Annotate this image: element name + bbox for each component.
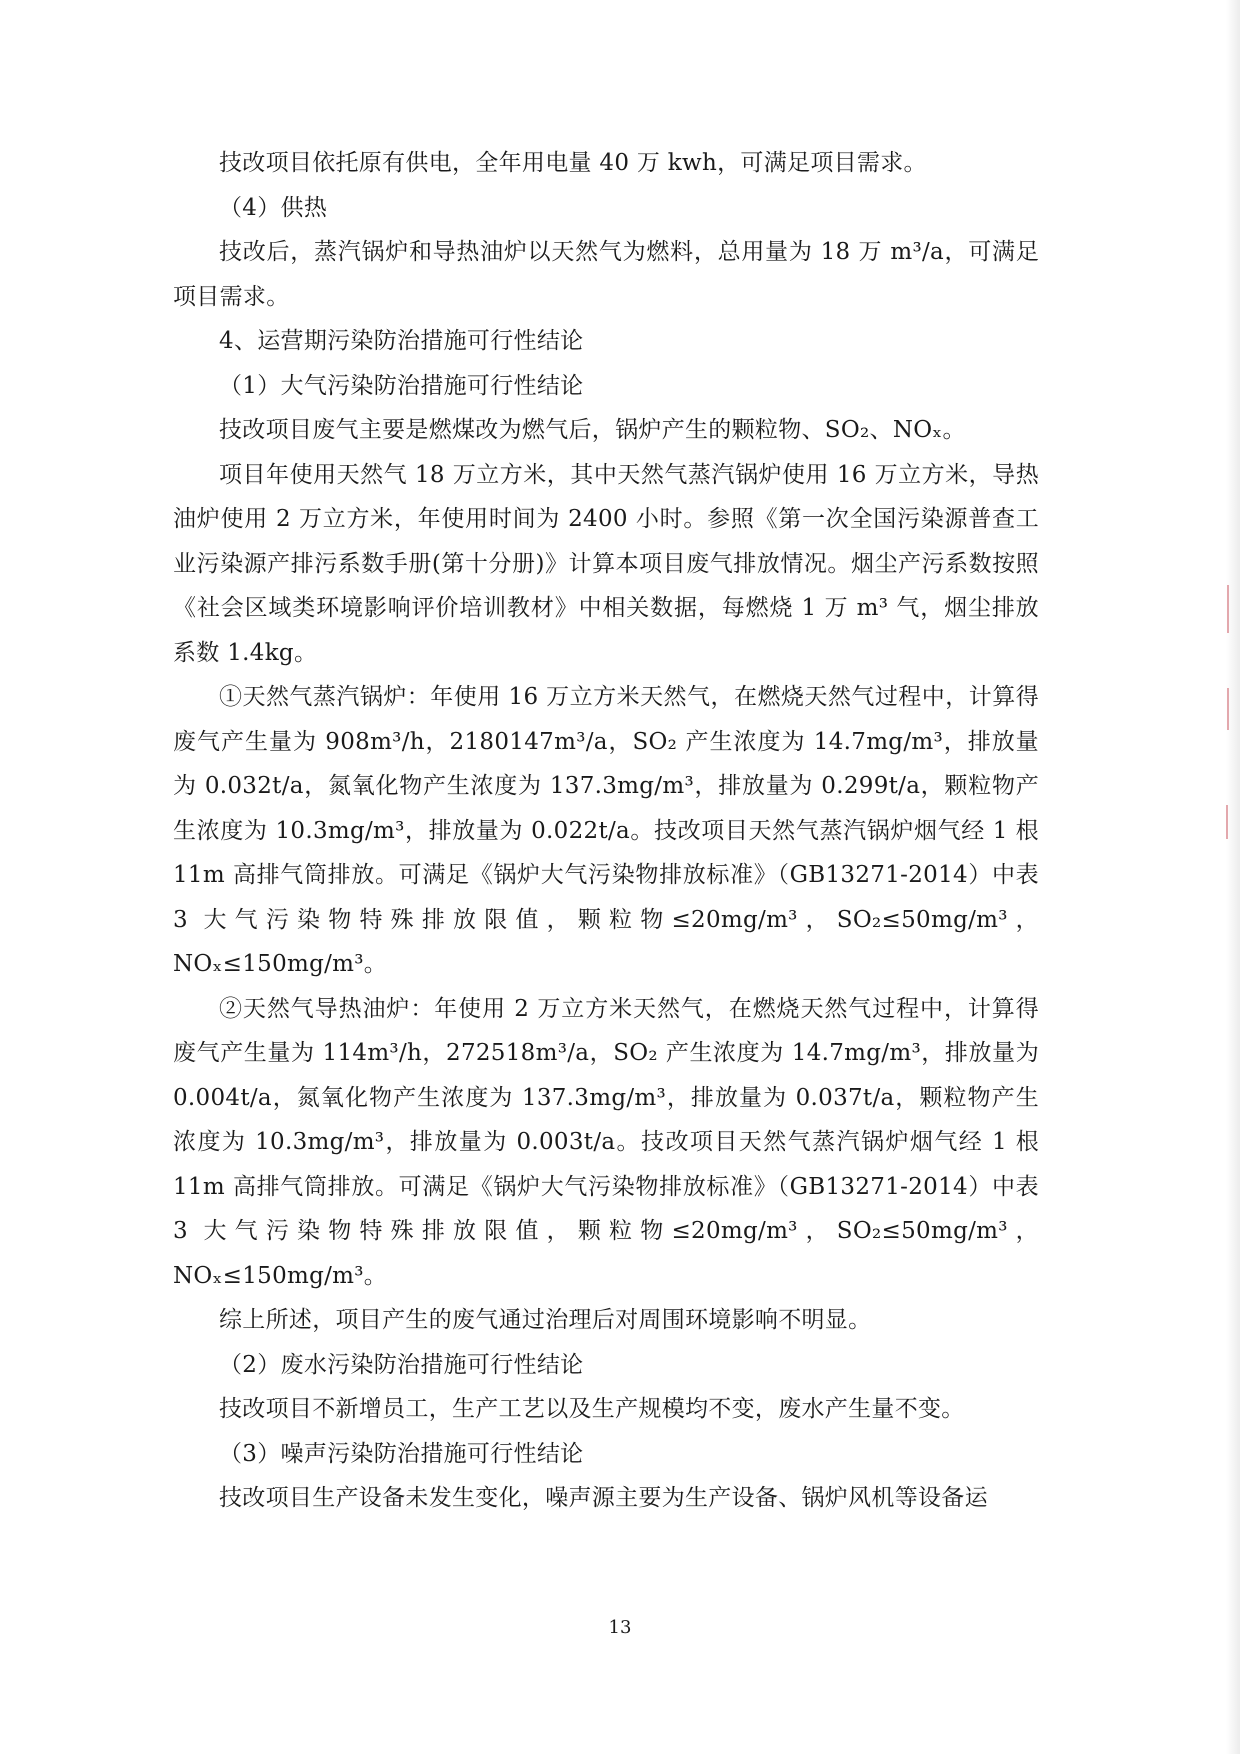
heading-air-pollution: （1）大气污染防治措施可行性结论	[219, 372, 584, 399]
scan-artifact-mark	[1226, 805, 1228, 839]
heading-pollution-prevention: 4、运营期污染防治措施可行性结论	[219, 328, 584, 354]
paragraph-thermal-oil-furnace: ②天然气导热油炉：年使用 2 万立方米天然气，在燃烧天然气过程中，计算得废气产生量为 114m³/h，272518m³/a，SO₂ 产生浓度为 14.7mg/m³，排放量为 0.004t/a，氮氧化物产生浓度为 137.3mg/m³，排放量为 0.037t/a，颗粒物产生浓度为 10.3mg/m³，排放量为 0.003t/a。技改项目天然气蒸汽锅炉烟气经 1 根 11m 高排气筒排放。可满足《锅炉大气污染物排放标准》（GB13271-2014）中表 3 大气污染物特殊排放限值，颗粒物≤20mg/m³，SO₂≤50mg/m³，NOₓ≤150mg/m³。	[173, 995, 1039, 1289]
scan-edge-shadow	[1226, 0, 1240, 1754]
paragraph-air-summary: 综上所述，项目产生的废气通过治理后对周围环境影响不明显。	[219, 1307, 872, 1333]
heading-noise: （3）噪声污染防治措施可行性结论	[219, 1440, 584, 1467]
paragraph-waste-gas-sources: 技改项目废气主要是燃煤改为燃气后，锅炉产生的颗粒物、SO₂、NOₓ。	[219, 417, 966, 443]
heading-heat-supply: （4）供热	[219, 194, 328, 221]
scan-artifact-mark	[1227, 688, 1229, 730]
scan-artifact-mark	[1227, 585, 1229, 633]
paragraph-power-supply: 技改项目依托原有供电，全年用电量 40 万 kwh，可满足项目需求。	[219, 150, 927, 176]
paragraph-wastewater: 技改项目不新增员工，生产工艺以及生产规模均不变，废水产生量不变。	[219, 1396, 965, 1422]
paragraph-steam-boiler: ①天然气蒸汽锅炉：年使用 16 万立方米天然气，在燃烧天然气过程中，计算得废气产生量为 908m³/h，2180147m³/a，SO₂ 产生浓度为 14.7mg/m³，排放量为 0.032t/a，氮氧化物产生浓度为 137.3mg/m³，排放量为 0.299t/a，颗粒物产生浓度为 10.3mg/m³，排放量为 0.022t/a。技改项目天然气蒸汽锅炉烟气经 1 根 11m 高排气筒排放。可满足《锅炉大气污染物排放标准》（GB13271-2014）中表 3 大气污染物特殊排放限值，颗粒物≤20mg/m³，SO₂≤50mg/m³，NOₓ≤150mg/m³。	[173, 684, 1039, 977]
paragraph-noise: 技改项目生产设备未发生变化，噪声源主要为生产设备、锅炉风机等设备运	[219, 1485, 988, 1511]
page-number: 13	[608, 1617, 632, 1638]
paragraph-heat-supply: 技改后，蒸汽锅炉和导热油炉以天然气为燃料，总用量为 18 万 m³/a，可满足项目需求。	[173, 239, 1039, 310]
document-body	[173, 141, 1039, 1521]
paragraph-gas-usage: 项目年使用天然气 18 万立方米，其中天然气蒸汽锅炉使用 16 万立方米，导热油炉使用 2 万立方米，年使用时间为 2400 小时。参照《第一次全国污染源普查工业污染源产排污系数手册(第十分册)》计算本项目废气排放情况。烟尘产污系数按照《社会区域类环境影响评价培训教材》中相关数据，每燃烧 1 万 m³ 气，烟尘排放系数 1.4kg。	[173, 461, 1039, 666]
heading-wastewater: （2）废水污染防治措施可行性结论	[219, 1351, 584, 1378]
